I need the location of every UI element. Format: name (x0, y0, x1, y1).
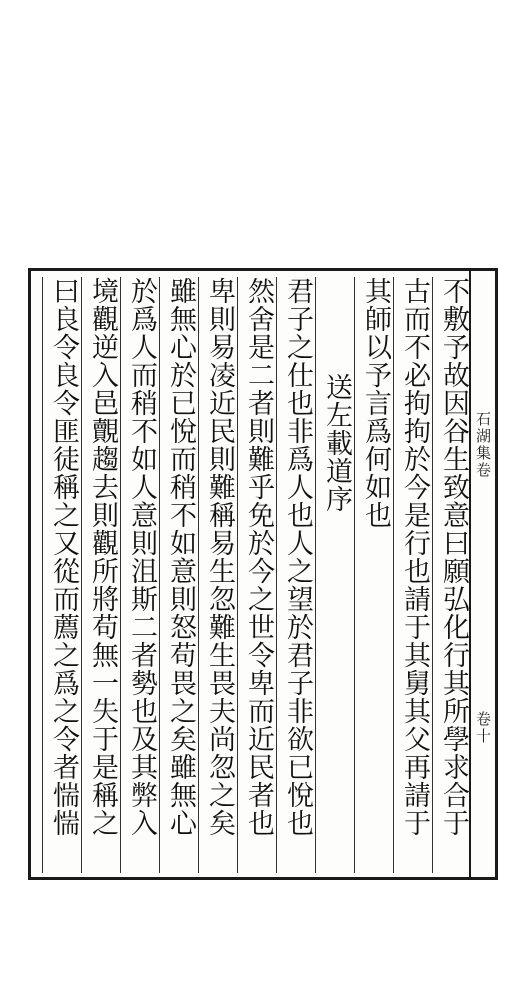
text-column (198, 277, 237, 873)
column-rule (120, 277, 121, 873)
text-column (432, 277, 471, 873)
essay-title-column (315, 277, 354, 873)
column-rule (315, 277, 316, 873)
fore-edge-strip (469, 271, 495, 877)
text-column (159, 277, 198, 873)
column-rule (198, 277, 199, 873)
book-title-label: 石湖集卷 (474, 411, 492, 479)
column-text: 古而不必拘拘於今是行也請于其舅其父再請于 (399, 277, 430, 837)
column-rule (276, 277, 277, 873)
text-column (42, 277, 81, 873)
column-text: 君子之仕也非爲人也人之望於君子非欲已悅也 (282, 277, 313, 837)
text-columns (35, 277, 471, 873)
volume-label: 卷十 (474, 711, 492, 745)
text-column (393, 277, 432, 873)
column-rule (42, 277, 43, 873)
text-column (276, 277, 315, 873)
column-rule (159, 277, 160, 873)
essay-title: 送左載道序 (321, 373, 352, 513)
column-text: 曰良令良令匪徒稱之又從而薦之爲之令者惴惴 (48, 277, 79, 837)
column-text: 不敷予故因谷生致意曰願弘化行其所學求合于 (438, 277, 469, 837)
column-text: 然舍是二者則難乎免於今之世令卑而近民者也 (243, 277, 274, 837)
column-text: 境觀逆入邑覿趨去則觀所將苟無一失于是稱之 (87, 277, 118, 837)
column-text: 於爲人而稍不如人意則沮斯二者勢也及其弊入 (126, 277, 157, 837)
column-text: 卑則易凌近民則難稱易生忽難生畏夫尚忽之矣 (204, 277, 235, 837)
text-column (120, 277, 159, 873)
text-column (237, 277, 276, 873)
column-rule (237, 277, 238, 873)
column-text: 其師以予言爲何如也 (360, 277, 391, 529)
column-rule (81, 277, 82, 873)
column-rule (432, 277, 433, 873)
print-block-frame (28, 268, 498, 880)
text-column (354, 277, 393, 873)
column-rule (393, 277, 394, 873)
column-text: 雖無心於已悅而稍不如意則怒苟畏之矣雖無心 (165, 277, 196, 837)
column-rule (354, 277, 355, 873)
text-column (81, 277, 120, 873)
